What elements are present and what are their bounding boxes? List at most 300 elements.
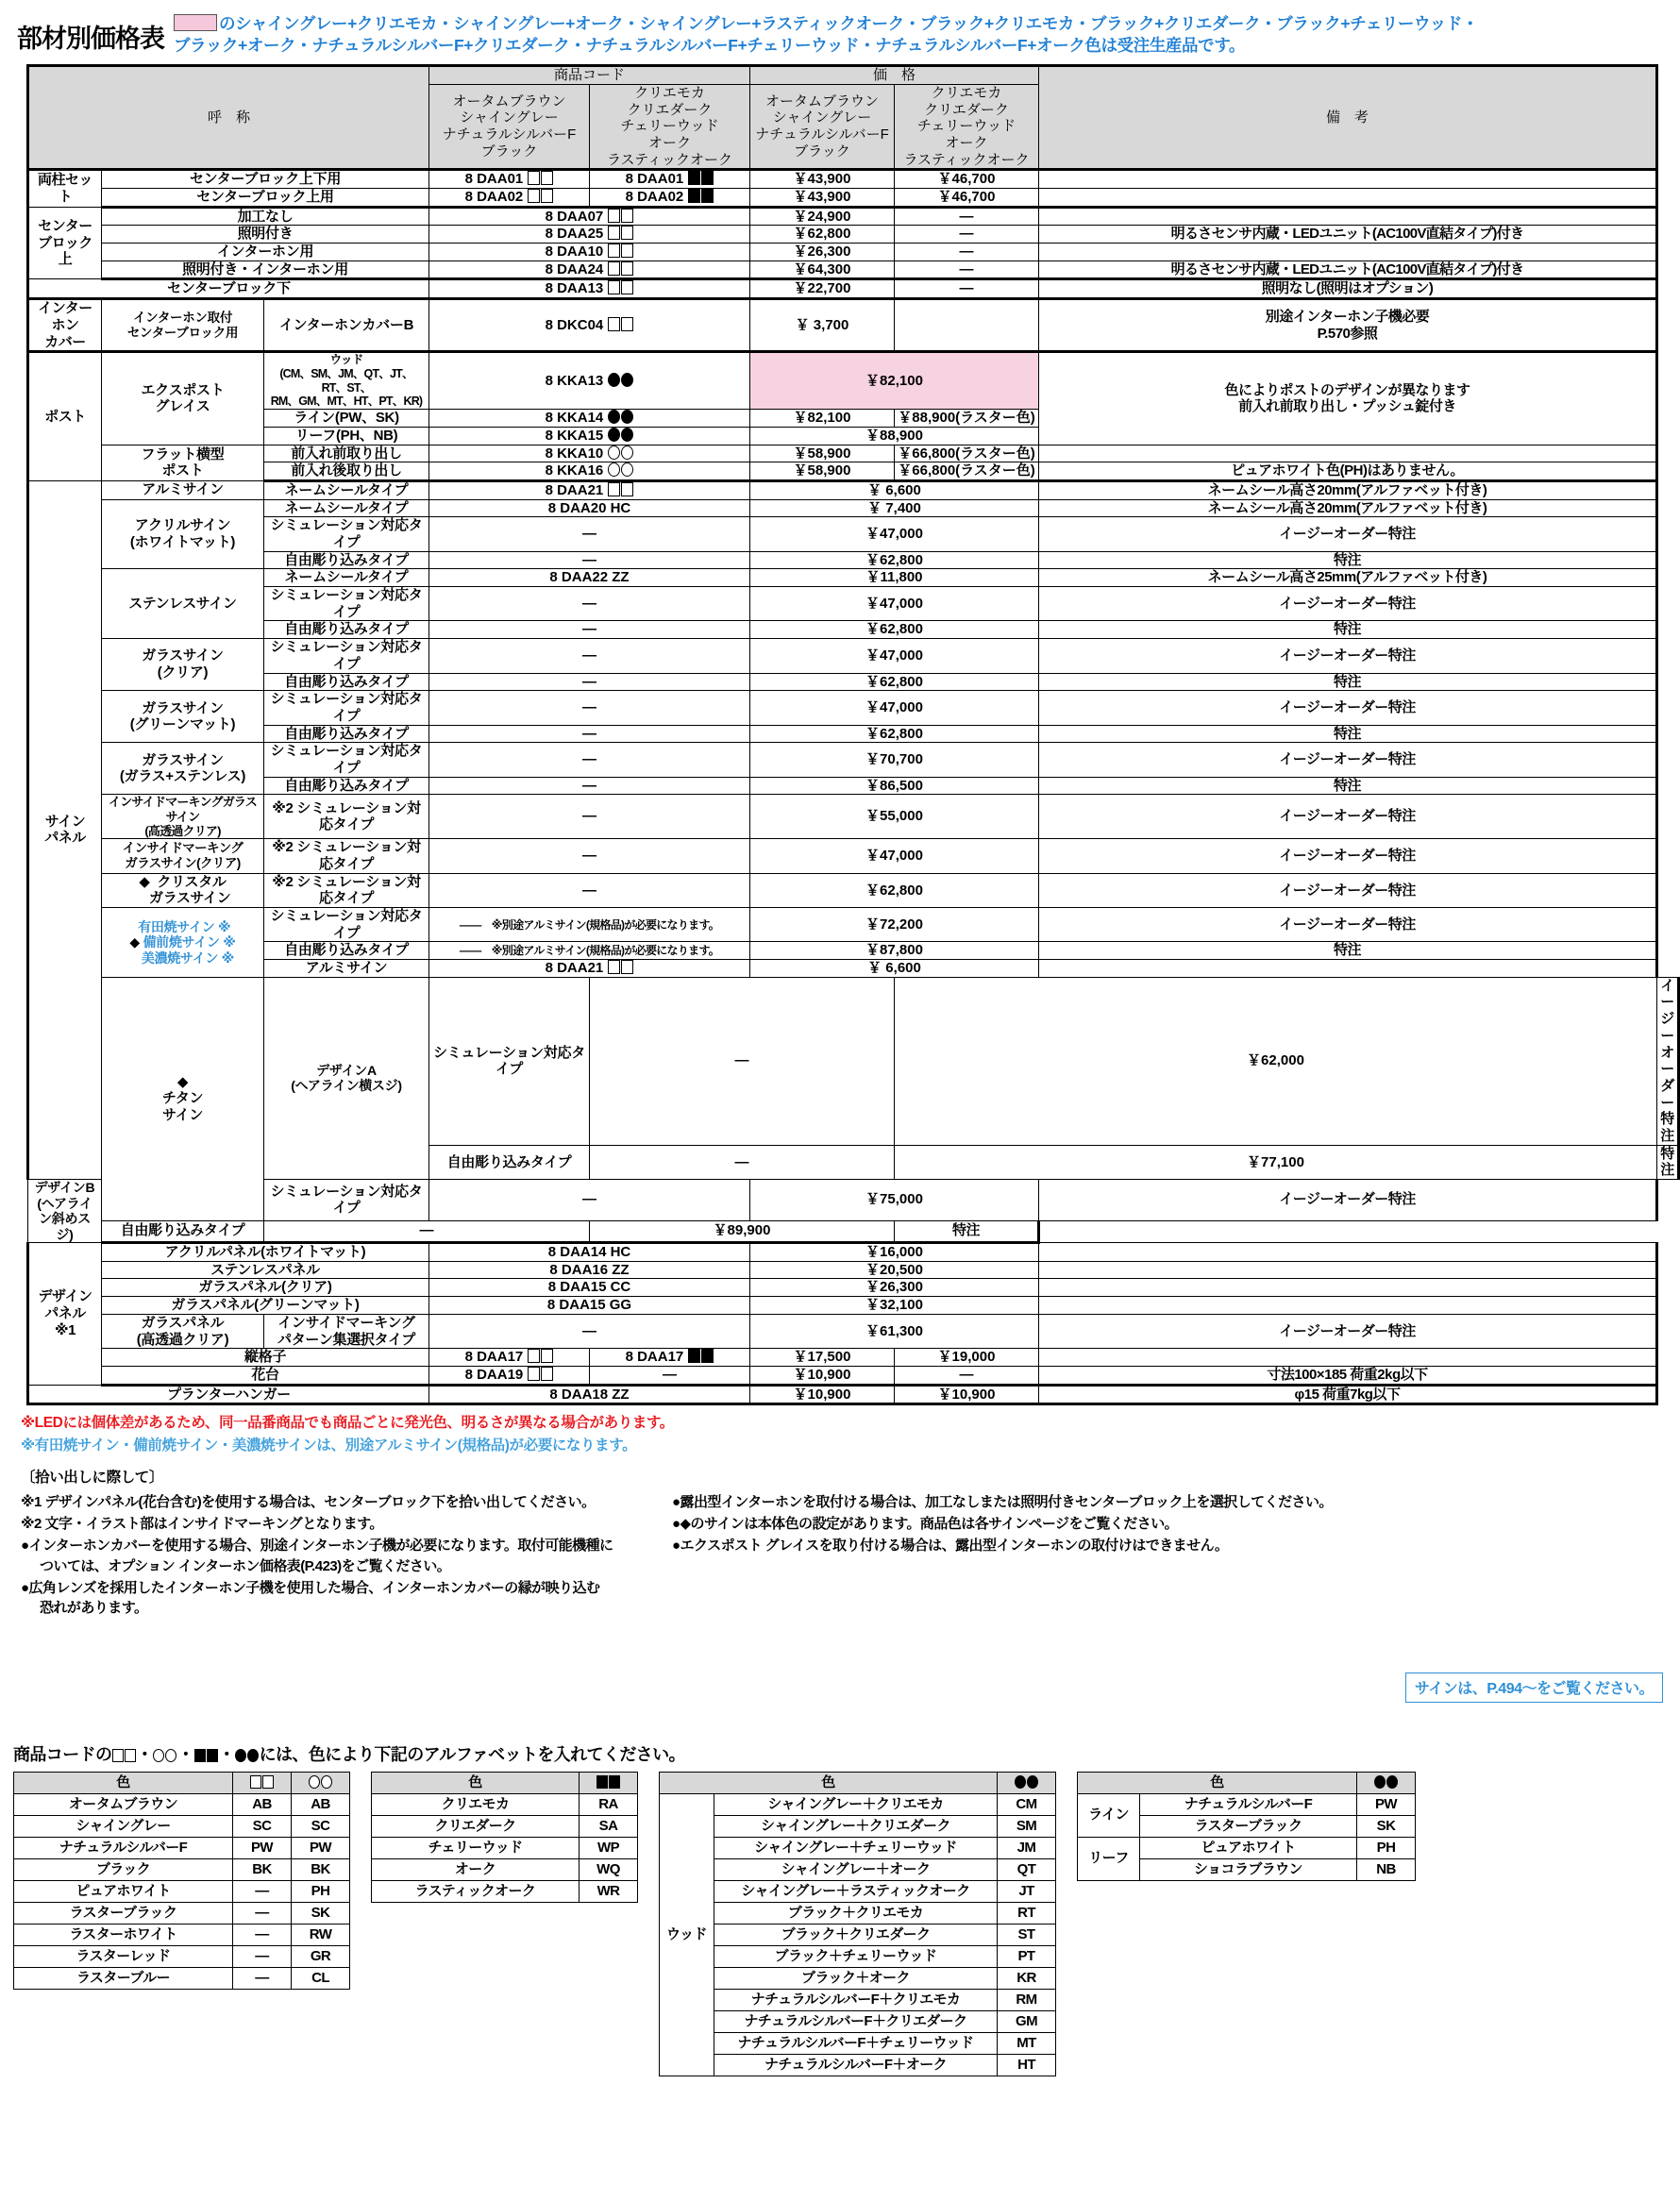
legend-cell: シャイングレー＋クリエモカ [714, 1794, 998, 1816]
legend-row [660, 1924, 1056, 1946]
filled-circle-icon [1015, 1775, 1026, 1789]
code-span: — [590, 977, 895, 1145]
table-row [28, 207, 1679, 226]
price-a: ￥58,900 [750, 462, 895, 481]
table-row [28, 777, 1679, 795]
legend-cell: RA [580, 1794, 638, 1816]
legend-row [14, 1881, 350, 1903]
table-row [28, 795, 1679, 839]
row-name: 加工なし [102, 207, 429, 226]
remark: ピュアホワイト色(PH)はありません。 [1039, 462, 1657, 481]
legend-cell: KR [998, 1968, 1056, 1990]
legend-cell: AB [233, 1794, 292, 1816]
table-row [28, 445, 1679, 462]
remark: イージーオーダー特注 [1039, 873, 1657, 907]
legend-cell: PH [292, 1881, 350, 1903]
header-note-line2: ブラック+オーク・ナチュラルシルバーF+クリエダーク・ナチュラルシルバーF+チェリーウッド・ナチュラルシルバーF+オーク色は受注生産品です。 [174, 36, 1246, 56]
legend-cell: WP [580, 1838, 638, 1859]
legend-cell: ナチュラルシルバーF [14, 1838, 233, 1859]
table-row [28, 1243, 1679, 1262]
legend-cell: ナチュラルシルバーF＋クリエモカ [714, 1990, 998, 2011]
legend-cell: ブラック＋クリエダーク [714, 1924, 998, 1946]
row-name: 自由彫り込みタイプ [264, 942, 429, 960]
legend-row [14, 1924, 350, 1946]
legend-cell: ラスターレッド [14, 1946, 233, 1968]
remark [1039, 170, 1657, 189]
legend1-header-square [233, 1773, 292, 1794]
legend-cell: BK [233, 1859, 292, 1881]
code-span: 8 DAA18 ZZ [429, 1385, 750, 1404]
header-name: 呼 称 [28, 66, 429, 170]
row-sub: ガラスパネル (高透過クリア) [102, 1314, 264, 1348]
code-span: 8 DAA21 [429, 960, 750, 978]
table-row [28, 1180, 1679, 1221]
price-b: ￥66,800(ラスター色) [895, 445, 1039, 462]
table-row [28, 1220, 1679, 1243]
price-span: ￥11,800 [750, 569, 1039, 587]
remark: イージーオーダー特注 [1039, 517, 1657, 551]
price-span: ￥55,000 [750, 795, 1039, 839]
legend-cell: CM [998, 1794, 1056, 1816]
code-span: — [590, 1145, 895, 1179]
filled-circle-icon [1386, 1775, 1398, 1789]
legend-cell: SA [580, 1816, 638, 1838]
remark [1039, 445, 1657, 462]
parts-price-table [26, 64, 1680, 1405]
row-name: ※2 シミュレーション対応タイプ [264, 873, 429, 907]
legend-cell: ナチュラルシルバーF＋チェリーウッド [714, 2033, 998, 2055]
price-span: ￥86,500 [750, 777, 1039, 795]
table-row [28, 499, 1679, 517]
legend-table-3 [659, 1772, 1056, 2076]
legend-cell: — [233, 1924, 292, 1946]
price-span: ￥82,100 [750, 352, 1039, 410]
diamond-icon: ◆ [176, 1073, 189, 1090]
remark [1039, 1243, 1657, 1262]
code-span: — [429, 621, 750, 639]
row-name: シミュレーション対応タイプ [264, 639, 429, 673]
filled-circle-icon [247, 1749, 259, 1762]
row-name: リーフ(PH、NB) [264, 427, 429, 445]
row-name: ガラスパネル(クリア) [102, 1279, 429, 1297]
row-name: センターブロック上下用 [102, 170, 429, 189]
notes-section [21, 1412, 1680, 1620]
code-span: — [429, 873, 750, 907]
code-span: 8 DAA24 [429, 261, 750, 279]
price-a: ￥58,900 [750, 445, 895, 462]
remark: 明るさセンサ内蔵・LEDユニット(AC100V直結タイプ)付き [1039, 226, 1657, 244]
row-name: 照明付き・インターホン用 [102, 261, 429, 279]
legend4-group-label: リーフ [1078, 1838, 1140, 1881]
legend-cell: PW [1357, 1794, 1416, 1816]
legend-row [660, 1859, 1056, 1881]
code-span: — [429, 725, 750, 743]
legend-cell: RW [292, 1924, 350, 1946]
legend-cell: ST [998, 1924, 1056, 1946]
legend-cell: ラスターブラック [1140, 1816, 1357, 1838]
remark: ネームシール高さ20mm(アルファベット付き) [1039, 480, 1657, 499]
table-row [28, 226, 1679, 244]
price-span: ￥62,800 [750, 673, 1039, 691]
legend-row [372, 1881, 638, 1903]
note-ceramic-sign: ※有田焼サイン・備前焼サイン・美濃焼サインは、別途アルミサイン(規格品)が必要になります。 [21, 1437, 637, 1454]
row-sub2: デザインB (ヘアライン斜めスジ) [28, 1180, 102, 1243]
table-row [28, 261, 1679, 279]
legend-cell: JT [998, 1881, 1056, 1903]
note-item: ※1 デザインパネル(花台含む)を使用する場合は、センターブロック下を拾い出してください。 [21, 1493, 596, 1510]
price-span: ￥16,000 [750, 1243, 1039, 1262]
legend-cell: — [233, 1946, 292, 1968]
price-span: ￥47,000 [750, 587, 1039, 621]
price-a: ￥10,900 [750, 1385, 895, 1404]
price-span: ￥89,900 [590, 1220, 895, 1243]
legend-row [14, 1816, 350, 1838]
table-row [28, 480, 1679, 499]
legend-cell: — [233, 1881, 292, 1903]
row-sub: ◆ チタン サイン [102, 977, 264, 1220]
remark: ネームシール高さ25mm(アルファベット付き) [1039, 569, 1657, 587]
remark [1039, 960, 1657, 978]
remark: 特注 [1039, 725, 1657, 743]
circle-icon [309, 1775, 320, 1789]
price-span: ￥70,700 [750, 743, 1039, 777]
price-b: ￥46,700 [895, 189, 1039, 208]
price-b: ￥19,000 [895, 1349, 1039, 1367]
price-span: ￥77,100 [895, 1145, 1657, 1179]
note-item: ●エクスポスト グレイスを取り付ける場合は、露出型インターホンの取付けはできません。 [672, 1538, 1229, 1555]
row-name: 自由彫り込みタイプ [264, 673, 429, 691]
remark: 特注 [895, 1220, 1039, 1243]
legend-cell: — [233, 1968, 292, 1990]
remark: 明るさセンサ内蔵・LEDユニット(AC100V直結タイプ)付き [1039, 261, 1657, 279]
header-code-a: オータムブラウン シャイングレー ナチュラルシルバーF ブラック [429, 84, 590, 169]
price-span: ￥87,800 [750, 942, 1039, 960]
row-sub: 有田焼サイン ※ ◆ 備前焼サイン ※ 美濃焼サイン ※ [102, 908, 264, 978]
table-row [28, 1385, 1679, 1404]
note-led: ※LEDには個体差があるため、同一品番商品でも商品ごとに発光色、明るさが異なる場合があります。 [21, 1415, 674, 1432]
table-row [28, 673, 1679, 691]
legend-row [660, 2033, 1056, 2055]
circle-icon [321, 1775, 332, 1789]
legend4-body [1078, 1794, 1416, 1881]
legend-cell: SC [233, 1816, 292, 1838]
row-sub: ◆ クリスタル ガラスサイン [102, 873, 264, 907]
legend-cell: RT [998, 1903, 1056, 1924]
row-name: インターホンカバーB [264, 299, 429, 352]
table-row [28, 743, 1679, 777]
square-icon [112, 1749, 124, 1762]
legend-cell: オーク [372, 1859, 580, 1881]
notes-left-column [21, 1492, 672, 1621]
remark [1039, 244, 1657, 261]
row-name: センターブロック上用 [102, 189, 429, 208]
price-span: ￥ 6,600 [750, 960, 1039, 978]
price-a: ￥43,900 [750, 170, 895, 189]
price-span: ￥62,800 [750, 725, 1039, 743]
row-sub: アクリルサイン (ホワイトマット) [102, 499, 264, 569]
table-row [28, 621, 1679, 639]
page-header [0, 0, 1680, 62]
price-a: ￥64,300 [750, 261, 895, 279]
legend-row [372, 1794, 638, 1816]
table-row [28, 1366, 1679, 1385]
table-row [28, 244, 1679, 261]
row-name: ネームシールタイプ [264, 569, 429, 587]
code-a: 8 DAA02 [429, 189, 590, 208]
code-span: 8 DAA13 [429, 279, 750, 299]
row-name: シミュレーション対応タイプ [264, 1180, 429, 1221]
code-span: 8 KKA13 [429, 352, 750, 410]
row-sub: アルミサイン [102, 480, 264, 499]
code-a: 8 DAA17 [429, 1349, 590, 1367]
price-span: ￥62,000 [895, 977, 1657, 1145]
legend-cell: GR [292, 1946, 350, 1968]
legend-cell: シャイングレー [14, 1816, 233, 1838]
legend-cell: JM [998, 1838, 1056, 1859]
code-span: — [429, 673, 750, 691]
remark [1039, 1297, 1657, 1315]
page-title: 部材別価格表 [17, 25, 164, 54]
price-b: — [895, 1366, 1039, 1385]
code-span: 8 KKA14 [429, 410, 750, 428]
price-span: ￥62,800 [750, 873, 1039, 907]
row-name: ライン(PW、SK) [264, 410, 429, 428]
legend-cell: SK [292, 1903, 350, 1924]
legend-cell: ショコラブラウン [1140, 1859, 1357, 1881]
group-label: 両柱セット [28, 170, 102, 207]
legend-row [660, 2055, 1056, 2076]
legend-cell: クリエモカ [372, 1794, 580, 1816]
table-row [28, 1279, 1679, 1297]
row-name: ※2 シミュレーション対応タイプ [264, 795, 429, 839]
row-name: シミュレーション対応タイプ [264, 908, 429, 942]
legend-cell: — [233, 1903, 292, 1924]
row-name: 花台 [102, 1366, 429, 1385]
diamond-icon: ◆ [139, 873, 150, 890]
code-span: — [429, 1314, 750, 1348]
legend-cell: ナチュラルシルバーF＋オーク [714, 2055, 998, 2076]
code-span: — [429, 639, 750, 673]
row-name: シミュレーション対応タイプ [264, 743, 429, 777]
group-label: デザイン パネル ※1 [28, 1243, 102, 1386]
table-row [28, 462, 1679, 481]
legend-cell: ラスターブラック [14, 1903, 233, 1924]
note-item: ※2 文字・イラスト部はインサイドマーキングとなります。 [21, 1516, 383, 1533]
remark: 寸法100×185 荷重2kg以下 [1039, 1366, 1657, 1385]
legend-cell: シャイングレー＋クリエダーク [714, 1816, 998, 1838]
price-b [895, 299, 1039, 352]
legend-cell: クリエダーク [372, 1816, 580, 1838]
legend-row [372, 1838, 638, 1859]
header-price-a: オータムブラウン シャイングレー ナチュラルシルバーF ブラック [750, 84, 895, 169]
code-span: — [429, 1180, 750, 1221]
table-row [28, 725, 1679, 743]
filled-circle-icon [235, 1749, 246, 1762]
table-row [28, 569, 1679, 587]
row-sub: インサイドマーキングガラスサイン (高透過クリア) [102, 795, 264, 839]
remark: 特注 [1657, 1145, 1679, 1179]
price-span: ￥62,800 [750, 551, 1039, 569]
remark: イージーオーダー特注 [1039, 839, 1657, 873]
remark: イージーオーダー特注 [1039, 1180, 1657, 1221]
legend-cell: SC [292, 1816, 350, 1838]
legend-row [14, 1794, 350, 1816]
row-sub2: デザインA (ヘアライン横スジ) [264, 977, 429, 1179]
price-span: ￥47,000 [750, 691, 1039, 725]
row-name: 自由彫り込みタイプ [264, 551, 429, 569]
price-a: ￥ 3,700 [750, 299, 895, 352]
note-item: ●◆のサインは本体色の設定があります。商品色は各サインページをご覧ください。 [672, 1516, 1179, 1533]
legend-cell: NB [1357, 1859, 1416, 1881]
price-span: ￥26,300 [750, 1279, 1039, 1297]
remark: イージーオーダー特注 [1039, 691, 1657, 725]
legend-cell: SK [1357, 1816, 1416, 1838]
legend-row [1078, 1838, 1416, 1859]
legend-cell: PH [1357, 1838, 1416, 1859]
code-span: 8 DAA15 CC [429, 1279, 750, 1297]
remark: 照明なし(照明はオプション) [1039, 279, 1657, 299]
remark: 特注 [1039, 551, 1657, 569]
row-name: ガラスパネル(グリーンマット) [102, 1297, 429, 1315]
legend-row [372, 1816, 638, 1838]
code-span: 8 DAA16 ZZ [429, 1261, 750, 1279]
legend2-header-filled-square [580, 1773, 638, 1794]
code-span: 8 DAA21 [429, 480, 750, 499]
legend1-header-circle [292, 1773, 350, 1794]
filled-square-icon [194, 1749, 206, 1762]
code-b: 8 DAA17 [590, 1349, 750, 1367]
diamond-icon: ◆ [129, 934, 140, 950]
table-row [28, 691, 1679, 725]
legend-intro: 商品コードの ・ ・ ・ には、色により下記のアルファベットを入れてください。 [13, 1745, 685, 1764]
legend-row [660, 1946, 1056, 1968]
price-span: ￥47,000 [750, 639, 1039, 673]
code-b: 8 DAA01 [590, 170, 750, 189]
legend3-header-color: 色 [660, 1773, 998, 1794]
price-span: ￥47,000 [750, 517, 1039, 551]
table-row [28, 517, 1679, 551]
note-item: ●インターホンカバーを使用する場合、別途インターホン子機が必要になります。取付可能機種に ついては、オプション インターホン価格表(P.423)をご覧ください。 [21, 1538, 613, 1574]
group-label: インターホン カバー [28, 299, 102, 352]
code-span: — [429, 551, 750, 569]
legend-cell: シャイングレー＋ラスティックオーク [714, 1881, 998, 1903]
legend3-header-filled-circle [998, 1773, 1056, 1794]
remark: φ15 荷重7kg以下 [1039, 1385, 1657, 1404]
row-name: 自由彫り込みタイプ [264, 725, 429, 743]
code-span: — [429, 691, 750, 725]
legend-row [660, 2011, 1056, 2033]
row-sub: ガラスサイン (クリア) [102, 639, 264, 691]
table-row [28, 551, 1679, 569]
code-span: — [429, 839, 750, 873]
row-name: センターブロック下 [28, 279, 429, 299]
row-name: 縦格子 [102, 1349, 429, 1367]
legend-row [660, 1794, 1056, 1816]
code-span: — [429, 517, 750, 551]
price-b: ￥10,900 [895, 1385, 1039, 1404]
price-b: ￥88,900(ラスター色) [895, 410, 1039, 428]
legend-cell: ブラック [14, 1859, 233, 1881]
legend-row [1078, 1794, 1416, 1816]
code-span: 8 DAA22 ZZ [429, 569, 750, 587]
legend-cell: オータムブラウン [14, 1794, 233, 1816]
header-code-b: クリエモカ クリエダーク チェリーウッド オーク ラスティックオーク [590, 84, 750, 169]
remark: イージーオーダー特注 [1039, 587, 1657, 621]
legend4-header-color: 色 [1078, 1773, 1357, 1794]
legend2-body [372, 1794, 638, 1903]
code-span: — [264, 1220, 590, 1243]
row-name: ネームシールタイプ [264, 480, 429, 499]
row-name: インターホン用 [102, 244, 429, 261]
row-name: シミュレーション対応タイプ [264, 517, 429, 551]
price-b: — [895, 207, 1039, 226]
price-b: — [895, 226, 1039, 244]
table-row [28, 977, 1679, 1145]
row-name: ウッド (CM、SM、JM、QT、JT、RT、ST、 RM、GM、MT、HT、PT、KR) [264, 352, 429, 410]
legend-cell: RM [998, 1990, 1056, 2011]
code-span: — [429, 743, 750, 777]
square-icon [262, 1775, 274, 1789]
legend-row [660, 1990, 1056, 2011]
header-note-line1: のシャイングレー+クリエモカ・シャイングレー+オーク・シャイングレー+ラスティックオーク・ブラック+クリエモカ・ブラック+クリエダーク・ブラック+チェリーウッド・ [174, 13, 1478, 35]
row-name: 自由彫り込みタイプ [429, 1145, 590, 1179]
table-row [28, 279, 1679, 299]
row-sub: ガラスサイン (グリーンマット) [102, 691, 264, 743]
code-span: 8 DAA15 GG [429, 1297, 750, 1315]
table-row [28, 587, 1679, 621]
header-code-group: 商品コード [429, 66, 750, 85]
legend-cell: CL [292, 1968, 350, 1990]
price-span: ￥32,100 [750, 1297, 1039, 1315]
legend3-body [660, 1794, 1056, 2076]
code-span: 8 KKA10 [429, 445, 750, 462]
row-name: プランターハンガー [28, 1385, 429, 1404]
legend-cell: ブラック＋オーク [714, 1968, 998, 1990]
legend-cell: GM [998, 2011, 1056, 2033]
legend-cell: ピュアホワイト [14, 1881, 233, 1903]
row-name: 前入れ後取り出し [264, 462, 429, 481]
sign-page-link[interactable]: サインは、P.494～をご覧ください。 [1405, 1672, 1663, 1703]
row-name: ネームシールタイプ [264, 499, 429, 517]
legend-row [14, 1859, 350, 1881]
note-item: ●広角レンズを採用したインターホン子機を使用した場合、インターホンカバーの縁が映り込む 恐れがあります。 [21, 1579, 600, 1617]
row-name: アクリルパネル(ホワイトマット) [102, 1243, 429, 1262]
remark: 特注 [1039, 942, 1657, 960]
code-span: —— ※別途アルミサイン(規格品)が必要になります。 [429, 908, 750, 942]
code-a: 8 DAA01 [429, 170, 590, 189]
legend-row [660, 1903, 1056, 1924]
legend-cell: HT [998, 2055, 1056, 2076]
remark [1039, 1349, 1657, 1367]
row-name: シミュレーション対応タイプ [264, 587, 429, 621]
row-sub: インターホン取付 センターブロック用 [102, 299, 264, 352]
legend4-header-filled-circle [1357, 1773, 1416, 1794]
price-span: ￥ 6,600 [750, 480, 1039, 499]
legend-cell: ラスティックオーク [372, 1881, 580, 1903]
table-row [28, 942, 1679, 960]
code-span: — [429, 587, 750, 621]
table-row [28, 873, 1679, 907]
price-a: ￥10,900 [750, 1366, 895, 1385]
table-row [28, 960, 1679, 978]
remark: イージーオーダー特注 [1039, 743, 1657, 777]
price-span: ￥62,800 [750, 621, 1039, 639]
legend-table-4 [1077, 1772, 1416, 1881]
remark: 色によりポストのデザインが異なります 前入れ前取り出し・プッシュ錠付き [1039, 352, 1657, 445]
row-name: ※2 シミュレーション対応タイプ [264, 839, 429, 873]
code-span: 8 KKA15 [429, 427, 750, 445]
table-row [28, 189, 1679, 208]
